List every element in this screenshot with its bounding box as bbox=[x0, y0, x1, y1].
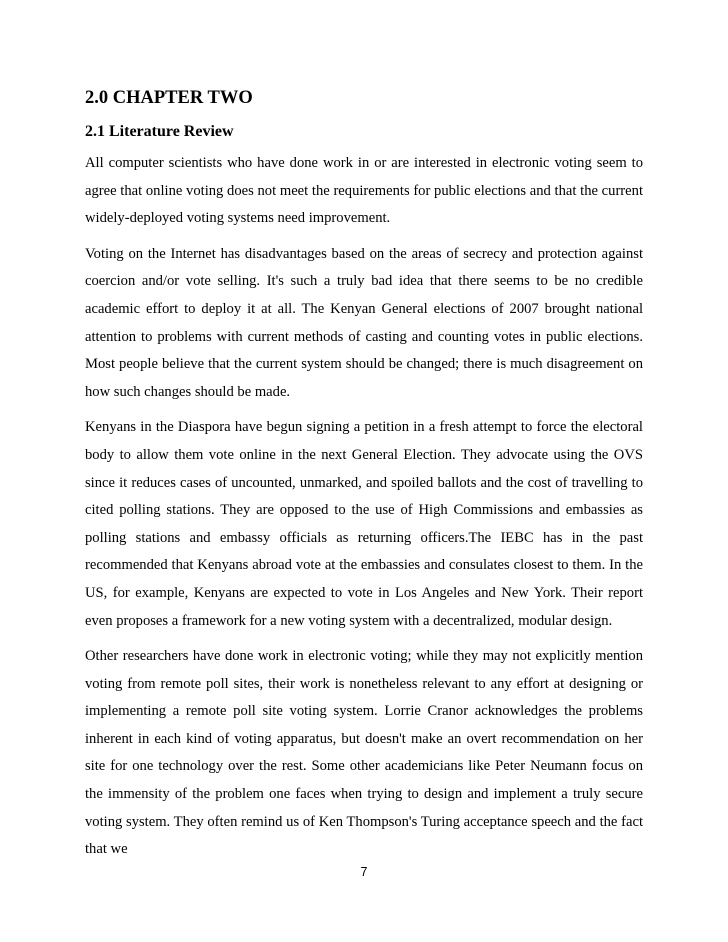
paragraph-4: Other researchers have done work in electronic voting; while they may not explicitly mention voting from remote poll sites, their work is nonetheless relevant to any effort at designing or implementing a remote poll site voting system. Lorrie Cranor acknowledges the problems inherent in each kind of voting apparatus, but doesn't make an overt recommendation on her site for one technology over the rest. Some other academicians like Peter Neumann focus on the immensity of the problem one faces when trying to design and implement a truly secure voting system. They often remind us of Ken Thompson's Turing acceptance speech and the fact that we bbox=[85, 648, 643, 858]
paragraph-3: Kenyans in the Diaspora have begun signing a petition in a fresh attempt to force the electoral body to allow them vote online in the next General Election. They advocate using the OVS since it reduces cases of uncounted, unmarked, and spoiled ballots and the cost of travelling to cited polling stations. They are opposed to the use of High Commissions and embassies as polling stations and embassy officials as returning officers.The IEBC has in the past recommended that Kenyans abroad vote at the embassies and consulates closest to them. In the US, for example, Kenyans are expected to vote in Los Angeles and New York. Their report even proposes a framework for a new voting system with a decentralized, modular design. bbox=[85, 419, 643, 629]
page-number: 7 bbox=[360, 865, 368, 879]
paragraph-1: All computer scientists who have done work in or are interested in electronic voting seem to agree that online voting does not meet the requirements for public elections and that the current widely-deployed voting systems need improvement. bbox=[85, 155, 643, 227]
body-text bbox=[85, 150, 643, 872]
paragraph-2: Voting on the Internet has disadvantages based on the areas of secrecy and protection against coercion and/or vote selling. It's such a truly bad idea that there seems to be no credible academic effort to deploy it at all. The Kenyan General elections of 2007 brought national attention to problems with current methods of casting and counting votes in public elections. Most people believe that the current system should be changed; there is much disagreement on how such changes should be made. bbox=[85, 245, 643, 400]
section-heading: 2.1 Literature Review bbox=[85, 123, 234, 140]
chapter-heading: 2.0 CHAPTER TWO bbox=[85, 88, 253, 108]
